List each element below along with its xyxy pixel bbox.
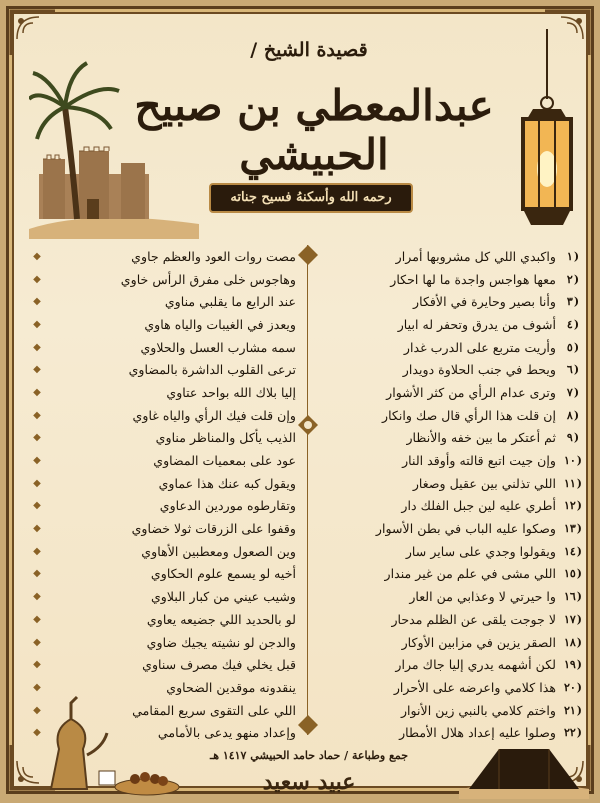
verse-second-half: أخيه لو يسمع علوم الحكاوي [150,566,296,582]
verse-number: ( ١٨ [559,636,587,649]
verse-row [319,404,587,427]
verse-row [31,449,299,472]
verse-number: ( ١٩ [559,658,587,671]
verse-row [319,495,587,518]
blessing-banner: رحمه الله وأسكنهُ فسيح جناته [209,183,413,213]
verse-row [31,608,299,631]
verse-number: ( ١١ [559,477,587,490]
verse-row [31,563,299,586]
verse-number: ( ١٦ [559,590,587,603]
diamond-ornament-icon: ◆ [33,409,41,421]
verse-first-half: وصكوا عليه الباب في بطن الأسوار [375,521,556,537]
verse-second-half: عند الرايع ما يقلبي مناوي [164,294,296,310]
poem-second-hemistichs [31,245,299,744]
verse-first-half: اللي مشى في علم من غير مندار [384,566,556,582]
verse-row [31,290,299,313]
tent-icon [459,709,589,799]
verse-first-half: أطري عليه لين جبل الفلك دار [401,498,556,514]
verse-second-half: وإعداد منهو يدعى بالأمامي [157,725,296,741]
verse-second-half: وإن قلت فيك الرأي والياه غاوي [132,407,296,423]
verse-first-half: معها هواجس واجدة ما لها احكار [390,271,556,287]
verse-row [319,472,587,495]
verse-number: ( ٨ [559,409,587,422]
verse-first-half: إن قلت هذا الرأي قال صك وانكار [382,407,556,423]
verse-number: ( ٢٢ [559,726,587,739]
verse-second-half: ويقول كبه عنك هذا عماوي [158,475,296,491]
verse-number: ( ٢ [559,273,587,286]
signature: عبيد سعيد [262,769,356,795]
diamond-ornament-icon: ◆ [33,591,41,603]
verse-first-half: اللي تذلني بين عقيل وصغار [412,475,556,491]
verse-second-half: قبل يخلي فيك مصرف سناوي [142,657,296,673]
diamond-ornament-icon: ◆ [33,250,41,262]
diamond-ornament-icon: ◆ [33,386,41,398]
verse-first-half: واكبدي اللي كل مشروبها أمرار [395,248,556,264]
diamond-ornament-icon: ◆ [33,681,41,693]
verse-row [31,653,299,676]
diamond-ornament-icon: ◆ [33,704,41,716]
verse-second-half: والدجن لو نشيته يجيك ضاوي [146,634,296,650]
verse-row [31,245,299,268]
corner-ornament-icon [9,9,57,57]
verse-first-half: وإن جيت اتبع قالته وأوقد النار [402,453,556,469]
diamond-ornament-icon: ◆ [33,341,41,353]
verse-row [31,358,299,381]
verse-first-half: وصلوا عليه إعداد هلال الأمطار [399,725,556,741]
verse-row [31,495,299,518]
verse-row [31,313,299,336]
verse-first-half: ثم أعتكر ما بين خفه والأنظار [406,430,556,446]
verse-first-half: أشوف من يدرق وتحفر له ابيار [397,316,556,332]
verse-first-half: واختم كلامي بالنبي زين الأنوار [400,702,556,718]
dates-bowl-icon [115,772,179,795]
verse-number: ( ١٢ [559,499,587,512]
verse-row [31,427,299,450]
poet-name-title: عبدالمعطي بن صبيح الحبيشي [134,81,494,179]
diamond-ornament-icon: ◆ [33,727,41,739]
verse-number: ( ٧ [559,386,587,399]
verse-row [319,268,587,291]
verse-second-half: الذيب يأكل والمناظر مناوي [155,430,296,446]
verse-row [319,290,587,313]
verse-row [31,381,299,404]
verse-row [319,608,587,631]
verse-second-half: عود على بمعميات المضاوي [153,453,296,469]
verse-first-half: وأريت متربع على الدرب غدار [403,339,556,355]
verse-row [319,585,587,608]
diamond-ornament-icon: ◆ [33,500,41,512]
diamond-ornament-icon: ◆ [33,659,41,671]
diamond-ornament-icon: ◆ [33,318,41,330]
verse-row [319,427,587,450]
verse-number: ( ٤ [559,318,587,331]
verse-second-half: مصت روات العود والعظم جاوي [131,248,296,264]
verse-second-half: وين الصعول ومعطبين الأهاوي [141,543,296,559]
verse-number: ( ١٧ [559,613,587,626]
verse-second-half: ترعى القلوب الداشرة بالمضاوي [128,362,296,378]
verse-number: ( ١ [559,250,587,263]
verse-row [31,631,299,654]
verse-second-half: لو بالحديد اللي جضيعه يعاوي [146,611,296,627]
diamond-ornament-icon [298,245,318,265]
verse-number: ( ٢٠ [559,681,587,694]
verse-row [31,540,299,563]
verse-first-half: الصقر يزين في مزابين الأوكار [401,634,556,650]
verse-row [319,336,587,359]
verse-second-half: ينقدونه موقدين الضحاوي [166,679,296,695]
credit-line: جمع وطباعة / حماد حامد الحبيشي ١٤١٧ هـ [209,749,409,762]
verse-row [319,563,587,586]
verse-first-half: ويقولوا وجدي على ساير سار [405,543,556,559]
verse-second-half: إليا بلاك الله بواحد عتاوي [166,384,296,400]
verse-number: ( ٣ [559,295,587,308]
verse-row [319,676,587,699]
diamond-ornament-icon: ◆ [33,477,41,489]
verse-row [319,540,587,563]
diamond-ornament-icon [298,415,318,435]
verse-row [319,245,587,268]
poster-frame [6,6,594,794]
verse-first-half: ويحط في جنب الحلاوة دويدار [402,362,556,378]
verse-row [319,517,587,540]
verse-first-half: وا حيرتي لا وعذابي من العار [409,589,556,605]
verse-number: ( ١٤ [559,545,587,558]
verse-second-half: ويعدز في الغيبات والياه هاوي [144,316,296,332]
diamond-ornament-icon: ◆ [33,545,41,557]
verse-first-half: لا جوجت يلقى عن الظلم مدحار [391,611,556,627]
verse-row [31,404,299,427]
verse-second-half: وقفوا على الزرقات ثولا خضاوي [131,521,296,537]
verse-row [319,631,587,654]
diamond-ornament-icon: ◆ [33,613,41,625]
verse-row [319,653,587,676]
diamond-ornament-icon: ◆ [33,364,41,376]
verse-row [319,449,587,472]
verse-number: ( ٥ [559,341,587,354]
diamond-ornament-icon [298,715,318,735]
poem-first-hemistichs [319,245,587,744]
verse-second-half: وشيب عيني من كبار البلاوي [150,589,296,605]
center-divider [305,245,311,735]
verse-row [31,585,299,608]
poem-author-heading: قصيدة الشيخ / [250,39,368,61]
verse-number: ( ٢١ [559,704,587,717]
verse-number: ( ١٠ [559,454,587,467]
diamond-ornament-icon: ◆ [33,523,41,535]
lantern-icon [499,29,589,259]
verse-row [31,517,299,540]
diamond-ornament-icon: ◆ [33,296,41,308]
coffee-scene [31,689,181,799]
verse-number: ( ٩ [559,431,587,444]
verse-first-half: لكن أشهمه يدري إليا جاك مرار [395,657,556,673]
verse-second-half: وتقارطوه موردين الدعاوي [159,498,296,514]
diamond-ornament-icon: ◆ [33,432,41,444]
verse-first-half: وأنا بصير وحايرة في الأفكار [413,294,556,310]
verse-number: ( ١٣ [559,522,587,535]
verse-row [31,268,299,291]
diamond-ornament-icon: ◆ [33,636,41,648]
verse-row [319,358,587,381]
verse-row [31,472,299,495]
verse-second-half: اللي على التقوى سريع المقامي [132,702,296,718]
verse-first-half: هذا كلامي واعرضه على الأحرار [393,679,556,695]
diamond-ornament-icon: ◆ [33,455,41,467]
diamond-ornament-icon: ◆ [33,273,41,285]
verse-row [319,381,587,404]
diamond-ornament-icon: ◆ [33,568,41,580]
verse-number: ( ١٥ [559,567,587,580]
verse-first-half: وترى عدام الرأي من كثر الأشوار [386,384,556,400]
verse-second-half: سمه مشارب العسل والحلاوي [140,339,296,355]
verse-row [31,336,299,359]
verse-second-half: وهاجوس خلى مفرق الرأس خاوي [120,271,296,287]
verse-number: ( ٦ [559,363,587,376]
verse-row [319,313,587,336]
